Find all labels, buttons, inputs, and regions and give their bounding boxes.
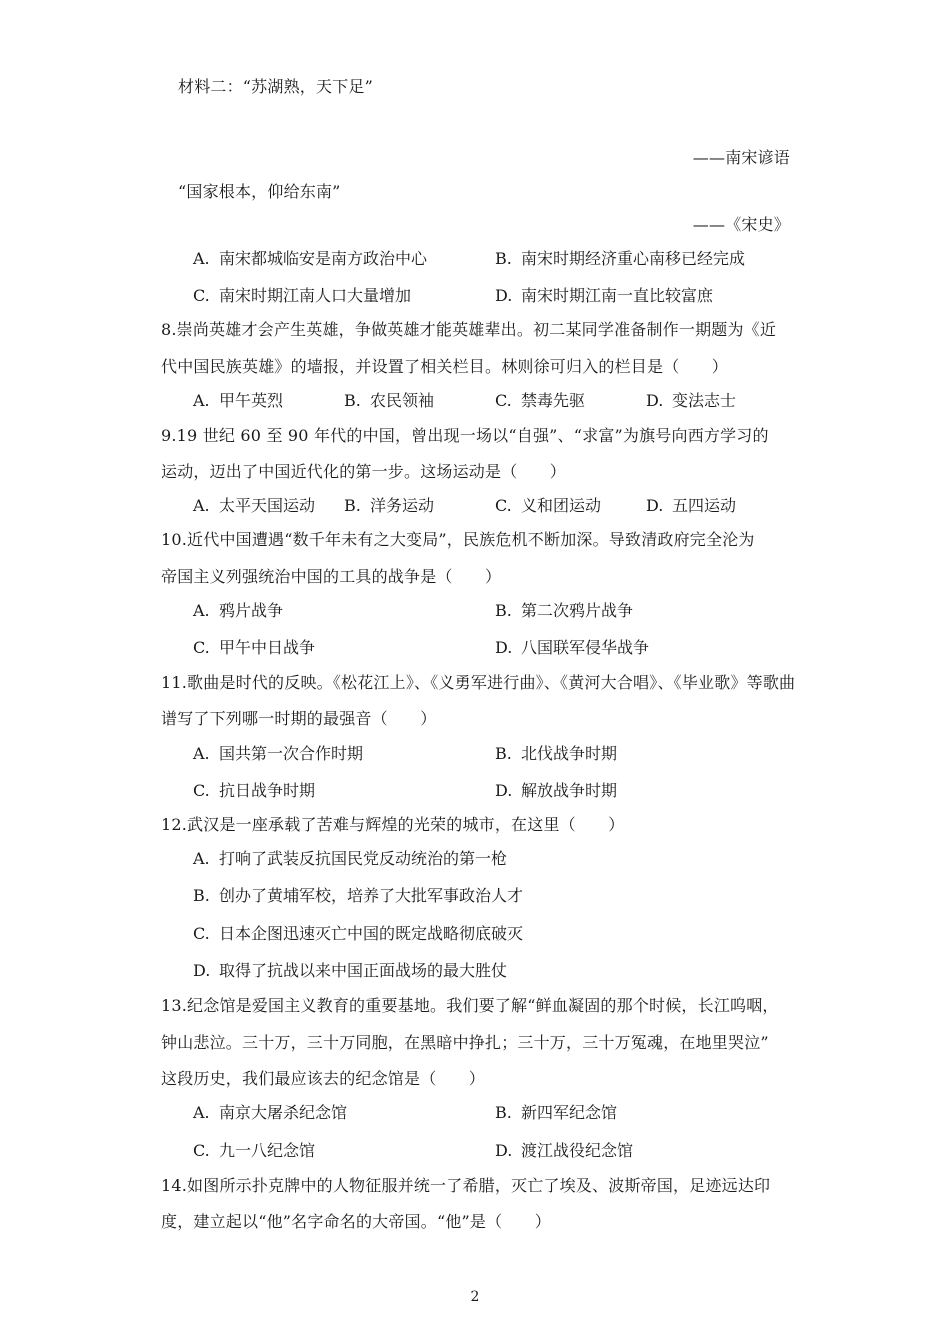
q8-option-d: D. 变法志士 bbox=[646, 391, 737, 410]
q7-option-b: B. 南宋时期经济重心南移已经完成 bbox=[495, 249, 746, 268]
q11-option-d: D. 解放战争时期 bbox=[495, 781, 618, 800]
q13-option-a: A. 南京大屠杀纪念馆 bbox=[193, 1103, 348, 1122]
q10-stem-line1: 10.近代中国遭遇“数千年未有之大变局”，民族危机不断加深。导致清政府完全沦为 bbox=[161, 530, 755, 549]
q13-stem-line2: 钟山悲泣。三十万，三十万同胞，在黑暗中挣扎；三十万，三十万冤魂，在地里哭泣” bbox=[161, 1033, 769, 1052]
q13-option-b: B. 新四军纪念馆 bbox=[495, 1103, 618, 1122]
q8-stem-line1: 8.崇尚英雄才会产生英雄，争做英雄才能英雄辈出。初二某同学准备制作一期题为《近 bbox=[161, 320, 777, 339]
material2-source1: ——南宋谚语 bbox=[692, 148, 790, 167]
q13-option-c: C. 九一八纪念馆 bbox=[193, 1141, 316, 1160]
q8-option-b: B. 农民领袖 bbox=[344, 391, 435, 410]
q13-stem-line3: 这段历史，我们最应该去的纪念馆是（ ） bbox=[161, 1069, 486, 1088]
q9-option-c: C. 义和团运动 bbox=[495, 496, 602, 515]
q10-stem-line2: 帝国主义列强统治中国的工具的战争是（ ） bbox=[161, 567, 502, 586]
q10-option-a: A. 鸦片战争 bbox=[193, 601, 284, 620]
q9-stem-line1: 9.19 世纪 60 至 90 年代的中国，曾出现一场以“自强”、“求富”为旗号向西方学习的 bbox=[161, 426, 769, 445]
q14-stem-line1: 14.如图所示扑克牌中的人物征服并统一了希腊，灭亡了埃及、波斯帝国，足迹远达印 bbox=[161, 1176, 771, 1195]
q9-stem-line2: 运动，迈出了中国近代化的第一步。这场运动是（ ） bbox=[161, 462, 567, 481]
q7-option-c: C. 南宋时期江南人口大量增加 bbox=[193, 286, 412, 305]
q8-option-a: A. 甲午英烈 bbox=[193, 391, 284, 410]
q10-option-c: C. 甲午中日战争 bbox=[193, 638, 316, 657]
q12-option-d: D. 取得了抗战以来中国正面战场的最大胜仗 bbox=[193, 961, 508, 980]
q10-option-b: B. 第二次鸦片战争 bbox=[495, 601, 634, 620]
q13-stem-line1: 13.纪念馆是爱国主义教育的重要基地。我们要了解“鲜血凝固的那个时候，长江呜咽， bbox=[161, 996, 779, 1015]
material2-line1: 材料二：“苏湖熟，天下足” bbox=[178, 77, 373, 96]
q12-stem-line1: 12.武汉是一座承载了苦难与辉煌的光荣的城市，在这里（ ） bbox=[161, 815, 625, 834]
page-number: 2 bbox=[470, 1289, 480, 1305]
q11-option-c: C. 抗日战争时期 bbox=[193, 781, 316, 800]
q7-option-d: D. 南宋时期江南一直比较富庶 bbox=[495, 286, 714, 305]
q8-option-c: C. 禁毒先驱 bbox=[495, 391, 586, 410]
q12-option-c: C. 日本企图迅速灭亡中国的既定战略彻底破灭 bbox=[193, 924, 524, 943]
q9-option-d: D. 五四运动 bbox=[646, 496, 737, 515]
material2-line2: “国家根本，仰给东南” bbox=[178, 182, 341, 201]
q8-stem-line2: 代中国民族英雄》的墙报，并设置了相关栏目。林则徐可归入的栏目是（ ） bbox=[161, 357, 729, 376]
q14-stem-line2: 度，建立起以“他”名字命名的大帝国。“他”是（ ） bbox=[161, 1212, 551, 1231]
q11-option-a: A. 国共第一次合作时期 bbox=[193, 744, 364, 763]
q12-option-a: A. 打响了武装反抗国民党反动统治的第一枪 bbox=[193, 849, 508, 868]
q11-stem-line2: 谱写了下列哪一时期的最强音（ ） bbox=[161, 709, 437, 728]
q10-option-d: D. 八国联军侵华战争 bbox=[495, 638, 650, 657]
q11-stem-line1: 11.歌曲是时代的反映。《松花江上》、《义勇军进行曲》、《黄河大合唱》、《毕业歌》等歌曲 bbox=[161, 673, 796, 692]
q13-option-d: D. 渡江战役纪念馆 bbox=[495, 1141, 634, 1160]
material2-source2: ——《宋史》 bbox=[692, 215, 790, 234]
q12-option-b: B. 创办了黄埔军校，培养了大批军事政治人才 bbox=[193, 886, 524, 905]
q7-option-a: A. 南宋都城临安是南方政治中心 bbox=[193, 249, 428, 268]
q11-option-b: B. 北伐战争时期 bbox=[495, 744, 618, 763]
q9-option-a: A. 太平天国运动 bbox=[193, 496, 316, 515]
q9-option-b: B. 洋务运动 bbox=[344, 496, 435, 515]
